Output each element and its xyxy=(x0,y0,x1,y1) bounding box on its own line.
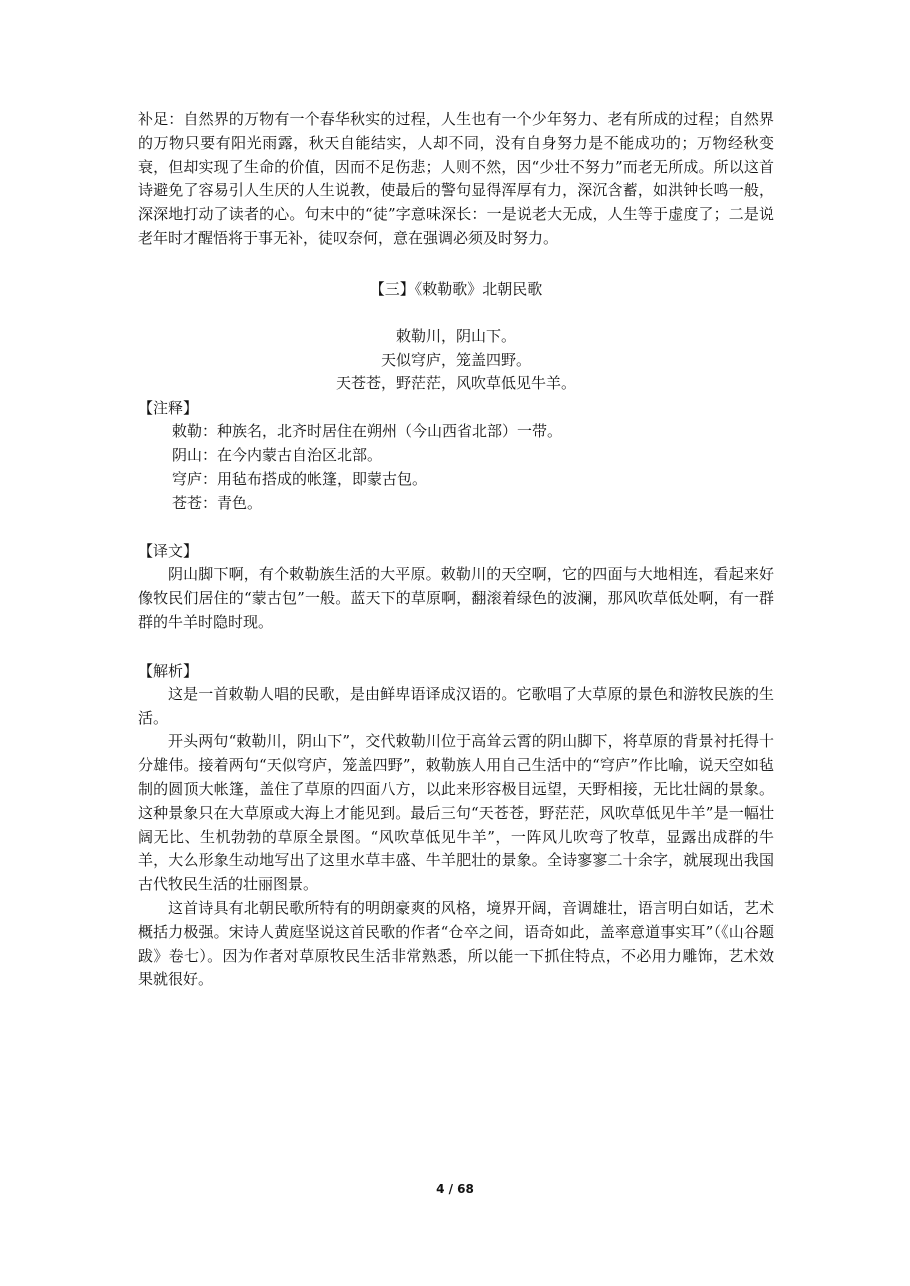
analysis-paragraph: 开头两句“敕勒川，阴山下”，交代敕勒川位于高耸云霄的阴山脚下，将草原的背景衬托得十分雄伟。接着两句“天似穹庐，笼盖四野”，敕勒族人用自己生活中的“穹庐”作比喻，说天空如毡制的圆顶大帐篷，盖住了草原的四面八方，以此来形容极目远望，天野相接，无比壮阔的景象。这种景象只在大草原或大海上才能见到。最后三句“天苍苍，野茫茫，风吹草低见牛羊”是一幅壮阔无比、生机勃勃的草原全景图。“风吹草低见牛羊”，一阵风儿吹弯了牧草，显露出成群的牛羊，大么形象生动地写出了这里水草丰盛、牛羊肥壮的景象。全诗寥寥二十余字，就展现出我国古代牧民生活的壮丽图景。 xyxy=(138,732,774,894)
analysis-paragraph: 这首诗具有北朝民歌所特有的明朗豪爽的风格，境界开阔，音调雄壮，语言明白如话，艺术概括力极强。宋诗人黄庭坚说这首民歌的作者“仓卒之间，语奇如此，盖率意道事实耳”（《山谷题跋》卷七）。因为作者对草原牧民生活非常熟悉，所以能一下抓住特点，不必用力雕饰，艺术效果就很好。 xyxy=(138,898,774,989)
translation-heading: 【译文】 xyxy=(138,542,199,561)
document-page xyxy=(138,108,774,992)
page-number: 4 / 68 xyxy=(436,1182,474,1196)
section-title: 【三】《敕勒歌》北朝民歌 xyxy=(369,279,543,298)
note-item: 阴山：在今内蒙古自治区北部。 xyxy=(172,445,383,464)
notes-heading: 【注释】 xyxy=(138,399,199,418)
translation-paragraph: 阴山脚下啊，有个敕勒族生活的大平原。敕勒川的天空啊，它的四面与大地相连，看起来好像牧民们居住的“蒙古包”一般。蓝天下的草原啊，翻滚着绿色的波澜，那风吹草低处啊，有一群群的牛羊时隐时现。 xyxy=(138,565,774,631)
poem-block xyxy=(138,325,774,396)
intro-paragraph: 补足：自然界的万物有一个春华秋实的过程，人生也有一个少年努力、老有所成的过程；自然界的万物只要有阳光雨露，秋天自能结实，人却不同，没有自身努力是不能成功的；万物经秋变衰，但却实现了生命的价值，因而不足伤悲；人则不然，因“少壮不努力”而老无所成。所以这首诗避免了容易引人生厌的人生说教，使最后的警句显得浑厚有力，深沉含蓄，如洪钟长鸣一般，深深地打动了读者的心。句末中的“徒”字意味深长：一是说老大无成，人生等于虚度了；二是说老年时才醒悟将于事无补，徒叹奈何，意在强调必须及时努力。 xyxy=(138,110,774,247)
analysis-heading: 【解析】 xyxy=(138,661,199,680)
notes-list xyxy=(138,420,774,515)
poem-line: 敕勒川，阴山下。 xyxy=(395,326,516,345)
note-item: 穹庐：用毡布搭成的帐篷，即蒙古包。 xyxy=(172,469,428,488)
note-item: 敕勒：种族名，北齐时居住在朔州（今山西省北部）一带。 xyxy=(172,422,563,441)
analysis-paragraph: 这是一首敕勒人唱的民歌，是由鲜卑语译成汉语的。它歌唱了大草原的景色和游牧民族的生活。 xyxy=(138,684,774,727)
poem-line: 天似穹庐，笼盖四野。 xyxy=(380,350,531,369)
poem-line: 天苍苍，野茫茫，风吹草低见牛羊。 xyxy=(335,374,576,393)
note-item: 苍苍：青色。 xyxy=(172,493,263,512)
